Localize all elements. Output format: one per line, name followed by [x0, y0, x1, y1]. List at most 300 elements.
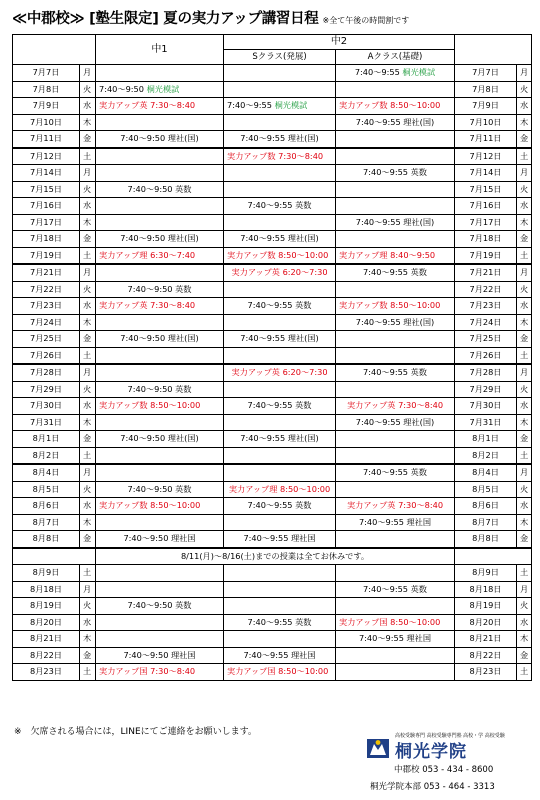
a-class-text: 実力アップ理 8:40～9:50: [339, 249, 436, 260]
s-class-cell: [224, 148, 336, 165]
a-class-cell: [336, 647, 455, 664]
date-cell-right: 7月17日: [455, 214, 517, 231]
chu1-cell: [96, 647, 224, 664]
s-class-cell: [224, 631, 336, 648]
holiday-blank: [13, 548, 96, 565]
weekday-cell: 土: [80, 447, 96, 464]
s-class-cell: [224, 581, 336, 598]
s-class-text: 7:40～9:55 英数: [247, 400, 312, 410]
date-cell-right: 7月7日: [455, 65, 517, 82]
a-class-cell: [336, 264, 455, 281]
weekday-cell: 水: [80, 614, 96, 631]
date-cell-right: 7月26日: [455, 347, 517, 364]
weekday-cell: 水: [80, 298, 96, 315]
date-cell: 7月29日: [13, 381, 80, 398]
s-class-text: 実力アップ国 8:50～10:00: [227, 666, 329, 676]
weekday-cell: 月: [80, 581, 96, 598]
date-cell-right: 8月5日: [455, 481, 517, 498]
weekday-cell-right: 金: [517, 647, 532, 664]
a-class-cell: [336, 181, 455, 198]
chu1-text: 7:40～9:50 理社(国): [120, 133, 199, 143]
chu1-cell: [96, 598, 224, 615]
weekday-cell: 木: [80, 214, 96, 231]
date-cell: 8月7日: [13, 514, 80, 531]
schedule-row: [13, 464, 532, 481]
date-cell: 7月12日: [13, 148, 80, 165]
chu1-text: 7:40～9:50 理社(国): [120, 433, 199, 443]
schedule-row: [13, 598, 532, 615]
a-class-cell: [336, 231, 455, 248]
weekday-cell-right: 金: [517, 531, 532, 548]
chu1-cell: [96, 631, 224, 648]
s-class-cell: [224, 98, 336, 115]
a-class-cell: [336, 81, 455, 98]
chu1-cell: [96, 431, 224, 448]
weekday-cell-right: 土: [517, 347, 532, 364]
chu1-cell: [96, 331, 224, 348]
a-class-cell: [336, 331, 455, 348]
s-class-cell: [224, 498, 336, 515]
chu1-cell: [96, 381, 224, 398]
a-class-cell: [336, 631, 455, 648]
schedule-row: [13, 381, 532, 398]
s-class-text: 7:40～9:55 理社国: [243, 533, 316, 543]
date-cell-right: 8月2日: [455, 447, 517, 464]
weekday-cell-right: 木: [517, 114, 532, 131]
weekday-cell: 水: [80, 98, 96, 115]
a-class-cell: [336, 664, 455, 681]
s-class-text: 実力アップ理 8:50～10:00: [228, 483, 331, 494]
chu1-text: 7:40～9:50 理社(国): [120, 333, 199, 343]
weekday-cell: 火: [80, 598, 96, 615]
date-cell-right: 8月9日: [455, 565, 517, 582]
a-class-cell: [336, 381, 455, 398]
chu1-cell: [96, 65, 224, 82]
date-cell: 7月26日: [13, 347, 80, 364]
s-class-cell: [224, 198, 336, 215]
a-class-cell: [336, 131, 455, 148]
schedule-row: [13, 398, 532, 415]
a-class-cell: [336, 65, 455, 82]
schedule-row: [13, 81, 532, 98]
weekday-cell-right: 木: [517, 314, 532, 331]
weekday-cell-right: 水: [517, 198, 532, 215]
header-blank-right: [455, 35, 532, 65]
schedule-row: [13, 331, 532, 348]
a-class-cell: [336, 447, 455, 464]
a-class-text: 7:40～9:55 理社国: [358, 516, 432, 527]
schedule-row: [13, 664, 532, 681]
weekday-cell: 木: [80, 114, 96, 131]
chu1-cell: [96, 198, 224, 215]
a-class-text: 実力アップ英 7:30～8:40: [346, 400, 444, 410]
schedule-row: [13, 214, 532, 231]
date-cell-right: 8月22日: [455, 647, 517, 664]
schedule-row: [13, 431, 532, 448]
schedule-row: [13, 98, 532, 115]
weekday-cell: 水: [80, 398, 96, 415]
a-class-cell: [336, 531, 455, 548]
date-cell-right: 7月15日: [455, 181, 517, 198]
a-class-cell: [336, 614, 455, 631]
s-class-text: 7:40～9:55 英数: [247, 200, 312, 210]
date-cell: 7月18日: [13, 231, 80, 248]
date-cell: 7月28日: [13, 364, 80, 381]
date-cell-right: 7月25日: [455, 331, 517, 348]
chu1-cell: [96, 148, 224, 165]
a-class-cell: [336, 148, 455, 165]
header-chu2: 中2: [224, 35, 455, 50]
date-cell: 8月2日: [13, 447, 80, 464]
weekday-cell-right: 水: [517, 98, 532, 115]
a-class-cell: [336, 165, 455, 182]
chu1-cell: [96, 314, 224, 331]
chu1-text: 7:40～9:50 英数: [127, 383, 192, 394]
weekday-cell-right: 火: [517, 481, 532, 498]
s-class-cell: [224, 531, 336, 548]
weekday-cell: 木: [80, 514, 96, 531]
schedule-row: [13, 131, 532, 148]
logo-tagline: 高校受験専門 高校受験専門塾 高校・学 高校受験: [395, 733, 505, 739]
a-class-cell: [336, 565, 455, 582]
weekday-cell: 金: [80, 131, 96, 148]
chu1-cell: [96, 581, 224, 598]
s-class-text: 実力アップ数 7:30～8:40: [227, 150, 324, 161]
weekday-cell: 水: [80, 198, 96, 215]
date-cell: 7月31日: [13, 414, 80, 431]
weekday-cell-right: 金: [517, 331, 532, 348]
s-class-cell: [224, 314, 336, 331]
weekday-cell-right: 木: [517, 514, 532, 531]
date-cell-right: 7月29日: [455, 381, 517, 398]
weekday-cell-right: 月: [517, 165, 532, 182]
weekday-cell: 火: [80, 181, 96, 198]
chu1-cell: [96, 81, 224, 98]
weekday-cell: 土: [80, 347, 96, 364]
weekday-cell-right: 土: [517, 447, 532, 464]
date-cell-right: 7月16日: [455, 198, 517, 215]
chu1-cell: [96, 531, 224, 548]
schedule-row: [13, 198, 532, 215]
s-class-cell: [224, 131, 336, 148]
s-class-cell: [224, 514, 336, 531]
weekday-cell: 月: [80, 364, 96, 381]
s-class-cell: [224, 364, 336, 381]
s-class-text: 実力アップ英 6:20～7:30: [231, 267, 328, 277]
chu1-text: 7:40～9:50 英数: [127, 283, 192, 294]
chu1-cell: [96, 264, 224, 281]
title-note: ※全て午後の時間割です: [322, 16, 410, 25]
weekday-cell: 土: [80, 664, 96, 681]
a-class-cell: [336, 198, 455, 215]
weekday-cell: 金: [80, 431, 96, 448]
s-class-text: 7:40～9:55 理社(国): [240, 133, 319, 143]
a-class-text: 7:40～9:55 理社(国): [355, 116, 435, 127]
date-cell: 8月23日: [13, 664, 80, 681]
a-class-cell: [336, 598, 455, 615]
weekday-cell-right: 月: [517, 464, 532, 481]
weekday-cell-right: 水: [517, 398, 532, 415]
chu1-text: 7:40～9:50: [99, 83, 147, 94]
chu1-exam: 桐光模試: [146, 83, 180, 94]
a-class-text: 7:40～9:55 理社(国): [355, 216, 435, 227]
date-cell-right: 7月19日: [455, 247, 517, 264]
date-cell-right: 7月11日: [455, 131, 517, 148]
schedule-row: [13, 414, 532, 431]
s-class-cell: [224, 214, 336, 231]
schedule-row: [13, 231, 532, 248]
a-class-cell: [336, 281, 455, 298]
a-class-text: 7:40～9:55 英数: [363, 367, 427, 377]
date-cell-right: 8月6日: [455, 498, 517, 515]
weekday-cell: 月: [80, 264, 96, 281]
chu1-cell: [96, 281, 224, 298]
weekday-cell-right: 木: [517, 631, 532, 648]
s-class-cell: [224, 165, 336, 182]
a-class-text: 実力アップ数 8:50～10:00: [339, 100, 441, 110]
chu1-cell: [96, 481, 224, 498]
a-class-exam: 桐光模試: [402, 67, 436, 77]
s-class-cell: [224, 598, 336, 615]
chu1-cell: [96, 247, 224, 264]
weekday-cell: 月: [80, 165, 96, 182]
header-a-class: Aクラス(基礎): [336, 50, 455, 65]
s-class-exam: 桐光模試: [274, 100, 308, 110]
chu1-cell: [96, 114, 224, 131]
s-class-cell: [224, 647, 336, 664]
date-cell-right: 7月21日: [455, 264, 517, 281]
date-cell-right: 7月22日: [455, 281, 517, 298]
date-cell: 8月18日: [13, 581, 80, 598]
date-cell: 8月22日: [13, 647, 80, 664]
schedule-row: [13, 631, 532, 648]
date-cell: 7月15日: [13, 181, 80, 198]
a-class-text: 7:40～9:55 理社(国): [355, 416, 435, 427]
chu1-cell: [96, 98, 224, 115]
a-class-text: 7:40～9:55: [354, 67, 403, 77]
a-class-cell: [336, 514, 455, 531]
chu1-cell: [96, 565, 224, 582]
date-cell-right: 7月23日: [455, 298, 517, 315]
chu1-cell: [96, 398, 224, 415]
date-cell: 7月22日: [13, 281, 80, 298]
school-emblem-icon: [366, 736, 390, 760]
date-cell: 7月17日: [13, 214, 80, 231]
s-class-cell: [224, 381, 336, 398]
contact-nakagori: 中郡校 053 - 434 - 8600: [394, 765, 494, 775]
s-class-cell: [224, 565, 336, 582]
date-cell: 7月7日: [13, 65, 80, 82]
weekday-cell: 月: [80, 464, 96, 481]
weekday-cell: 木: [80, 314, 96, 331]
schedule-row: [13, 264, 532, 281]
schedule-row: [13, 247, 532, 264]
date-cell-right: 8月8日: [455, 531, 517, 548]
date-cell: 7月19日: [13, 247, 80, 264]
weekday-cell: 金: [80, 331, 96, 348]
chu1-cell: [96, 298, 224, 315]
weekday-cell-right: 金: [517, 131, 532, 148]
s-class-text: 7:40～9:55 理社(国): [240, 233, 319, 243]
weekday-cell: 土: [80, 148, 96, 165]
s-class-text: 7:40～9:55: [227, 100, 275, 110]
weekday-cell-right: 木: [517, 414, 532, 431]
schedule-row: [13, 347, 532, 364]
chu1-cell: [96, 181, 224, 198]
weekday-cell: 土: [80, 565, 96, 582]
weekday-cell: 火: [80, 481, 96, 498]
s-class-cell: [224, 81, 336, 98]
weekday-cell-right: 水: [517, 498, 532, 515]
schedule-row: [13, 647, 532, 664]
s-class-cell: [224, 264, 336, 281]
chu1-cell: [96, 214, 224, 231]
s-class-cell: [224, 65, 336, 82]
weekday-cell: 水: [80, 498, 96, 515]
weekday-cell-right: 土: [517, 565, 532, 582]
a-class-text: 実力アップ数 8:50～10:00: [339, 300, 441, 310]
chu1-cell: [96, 364, 224, 381]
chu1-cell: [96, 414, 224, 431]
weekday-cell-right: 火: [517, 598, 532, 615]
date-cell-right: 8月23日: [455, 664, 517, 681]
a-class-text: 7:40～9:55 理社国: [358, 633, 432, 643]
chu1-cell: [96, 165, 224, 182]
schedule-row: [13, 65, 532, 82]
weekday-cell-right: 金: [517, 431, 532, 448]
s-class-cell: [224, 664, 336, 681]
chu1-text: 7:40～9:50 理社国: [123, 533, 196, 543]
header-blank-left: [13, 35, 96, 65]
schedule-row: [13, 114, 532, 131]
weekday-cell: 金: [80, 231, 96, 248]
weekday-cell-right: 月: [517, 264, 532, 281]
chu1-text: 実力アップ国 7:30～8:40: [99, 666, 196, 676]
a-class-cell: [336, 98, 455, 115]
weekday-cell: 月: [80, 65, 96, 82]
weekday-cell: 木: [80, 631, 96, 648]
date-cell: 7月14日: [13, 165, 80, 182]
s-class-cell: [224, 414, 336, 431]
contact-headquarters: 桐光学院本部 053 - 464 - 3313: [370, 782, 495, 792]
s-class-cell: [224, 114, 336, 131]
a-class-cell: [336, 298, 455, 315]
schedule-row: [13, 181, 532, 198]
date-cell-right: 7月30日: [455, 398, 517, 415]
s-class-cell: [224, 347, 336, 364]
chu1-text: 実力アップ英 7:30～8:40: [99, 100, 196, 110]
date-cell-right: 8月7日: [455, 514, 517, 531]
date-cell-right: 8月4日: [455, 464, 517, 481]
a-class-cell: [336, 114, 455, 131]
date-cell: 8月1日: [13, 431, 80, 448]
s-class-cell: [224, 447, 336, 464]
a-class-text: 実力アップ英 7:30～8:40: [346, 500, 444, 510]
s-class-text: 7:40～9:55 理社(国): [240, 433, 319, 443]
s-class-cell: [224, 281, 336, 298]
weekday-cell: 金: [80, 531, 96, 548]
weekday-cell-right: 土: [517, 148, 532, 165]
date-cell-right: 7月28日: [455, 364, 517, 381]
chu1-cell: [96, 498, 224, 515]
title-text: ≪中郡校≫ [塾生限定] 夏の実力アップ講習日程: [12, 11, 319, 27]
chu1-text: 7:40～9:50 英数: [127, 600, 192, 610]
date-cell: 7月16日: [13, 198, 80, 215]
a-class-cell: [336, 247, 455, 264]
date-cell: 7月30日: [13, 398, 80, 415]
a-class-cell: [336, 481, 455, 498]
date-cell-right: 8月1日: [455, 431, 517, 448]
s-class-text: 実力アップ英 6:20～7:30: [231, 367, 328, 377]
chu1-text: 7:40～9:50 英数: [127, 183, 192, 194]
weekday-cell-right: 金: [517, 231, 532, 248]
date-cell: 7月23日: [13, 298, 80, 315]
chu1-text: 7:40～9:50 英数: [127, 483, 192, 494]
chu1-text: 実力アップ数 8:50～10:00: [99, 500, 201, 510]
date-cell: 7月9日: [13, 98, 80, 115]
schedule-row: [13, 364, 532, 381]
s-class-text: 7:40～9:55 英数: [247, 300, 312, 310]
schedule-row: [13, 614, 532, 631]
a-class-cell: [336, 414, 455, 431]
weekday-cell-right: 火: [517, 81, 532, 98]
weekday-cell: 火: [80, 81, 96, 98]
date-cell-right: 7月24日: [455, 314, 517, 331]
s-class-text: 7:40～9:55 英数: [247, 500, 312, 510]
a-class-cell: [336, 464, 455, 481]
chu1-cell: [96, 614, 224, 631]
a-class-cell: [336, 364, 455, 381]
date-cell: 8月20日: [13, 614, 80, 631]
weekday-cell: 火: [80, 281, 96, 298]
date-cell: 7月10日: [13, 114, 80, 131]
a-class-cell: [336, 498, 455, 515]
schedule-row: [13, 514, 532, 531]
weekday-cell-right: 火: [517, 281, 532, 298]
page-title: [12, 7, 409, 28]
schedule-row: [13, 531, 532, 548]
chu1-cell: [96, 231, 224, 248]
chu1-text: 実力アップ英 7:30～8:40: [99, 300, 196, 310]
a-class-cell: [336, 347, 455, 364]
chu1-cell: [96, 131, 224, 148]
date-cell-right: 7月14日: [455, 165, 517, 182]
schedule-body: [13, 65, 532, 681]
a-class-text: 7:40～9:55 英数: [363, 167, 427, 177]
date-cell-right: 7月12日: [455, 148, 517, 165]
s-class-text: 7:40～9:55 理社国: [243, 649, 316, 660]
date-cell-right: 8月18日: [455, 581, 517, 598]
date-cell: 7月25日: [13, 331, 80, 348]
chu1-cell: [96, 664, 224, 681]
a-class-cell: [336, 314, 455, 331]
date-cell-right: 8月21日: [455, 631, 517, 648]
chu1-text: 実力アップ理 6:30～7:40: [99, 249, 196, 260]
header-s-class: Sクラス(発展): [224, 50, 336, 65]
chu1-text: 7:40～9:50 理社(国): [120, 233, 199, 243]
date-cell: 8月9日: [13, 565, 80, 582]
header-chu1: 中1: [96, 35, 224, 65]
s-class-cell: [224, 298, 336, 315]
a-class-text: 実力アップ国 8:50～10:00: [339, 616, 441, 627]
a-class-text: 7:40～9:55 英数: [363, 583, 427, 594]
date-cell-right: 7月8日: [455, 81, 517, 98]
weekday-cell-right: 土: [517, 664, 532, 681]
schedule-row: [13, 447, 532, 464]
chu1-cell: [96, 447, 224, 464]
date-cell-right: 8月20日: [455, 614, 517, 631]
s-class-text: 実力アップ数 8:50～10:00: [227, 249, 329, 260]
